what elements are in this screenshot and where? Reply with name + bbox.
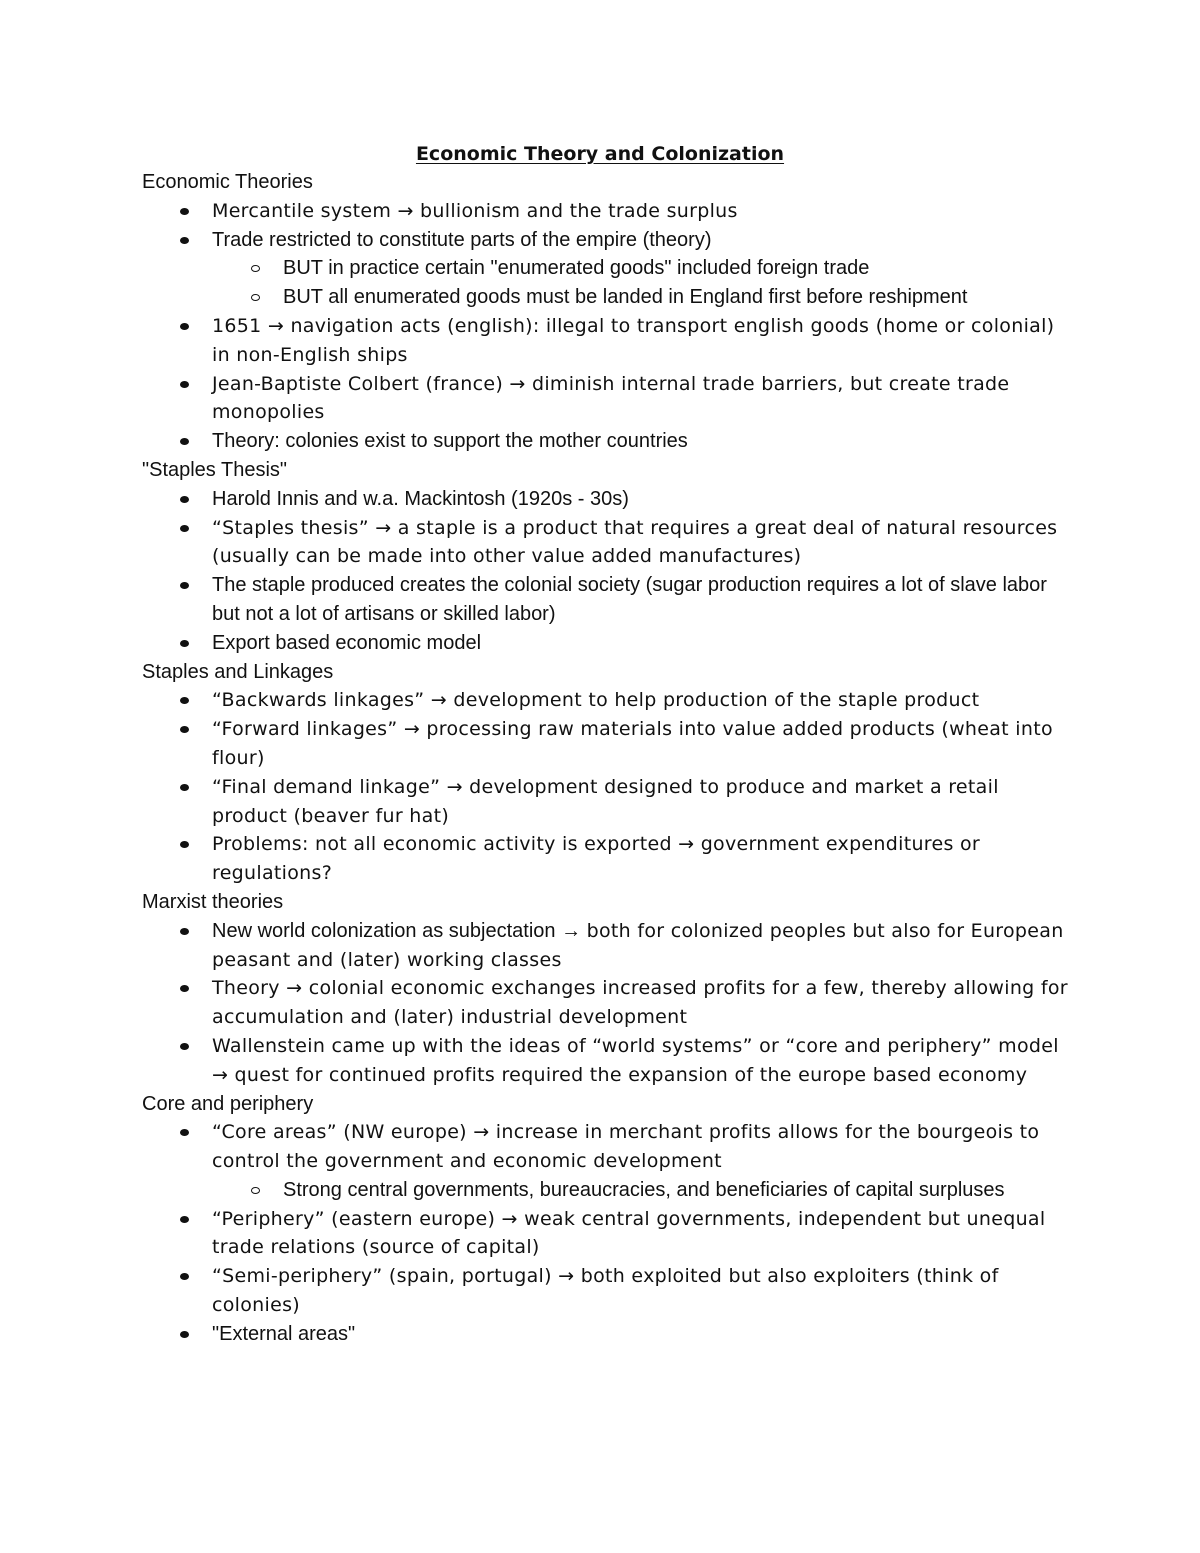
list-item: “Semi-periphery” (spain, portugal) → both exploited but also exploiters (think of colonies) bbox=[212, 1265, 999, 1317]
list-item: The staple produced creates the colonial society (sugar production requires a lot of slave labor but not a lot of artisans or skilled labor) bbox=[212, 574, 1047, 625]
list-item: Theory: colonies exist to support the mother countries bbox=[212, 430, 688, 453]
list-item: Mercantile system → bullionism and the trade surplus bbox=[212, 199, 738, 222]
core-periphery-list bbox=[142, 1118, 1072, 1348]
document-body bbox=[142, 168, 1072, 1349]
list-item: New world colonization as subjectation → both for colonized peoples but also for European peasant and (later) working classes bbox=[212, 919, 1064, 971]
list-item: Harold Innis and w.a. Mackintosh (1920s - 30s) bbox=[212, 487, 629, 510]
section-heading-staples-thesis: "Staples Thesis" bbox=[142, 458, 288, 481]
section-heading-staples-linkages: Staples and Linkages bbox=[142, 660, 334, 683]
list-item: “Forward linkages” → processing raw materials into value added products (wheat into flour) bbox=[212, 718, 1053, 769]
list-item: “Core areas” (NW europe) → increase in merchant profits allows for the bourgeois to control the government and economic development Strong central governments, bureaucracies, and beneficiaries of capital surpluses bbox=[142, 1118, 1072, 1204]
document-title: Economic Theory and Colonization bbox=[415, 143, 785, 165]
economic-theories-list bbox=[142, 197, 1072, 456]
sub-list bbox=[212, 254, 1072, 312]
list-item: Problems: not all economic activity is exported → government expenditures or regulations? bbox=[212, 833, 981, 885]
sub-list bbox=[212, 1176, 1072, 1205]
staples-thesis-list bbox=[142, 485, 1072, 658]
list-item: Trade restricted to constitute parts of the empire (theory) BUT in practice certain "enumerated goods" included foreign trade BUT all enumerated goods must be landed in England first before reshipment bbox=[142, 226, 1072, 312]
section-heading-marxist-theories: Marxist theories bbox=[142, 890, 284, 913]
list-item: Export based economic model bbox=[212, 631, 482, 654]
list-item: Wallenstein came up with the ideas of “world systems” or “core and periphery” model → quest for continued profits required the expansion of the europe based economy bbox=[212, 1034, 1059, 1086]
staples-linkages-list bbox=[142, 686, 1072, 888]
section-heading-core-periphery: Core and periphery bbox=[142, 1092, 314, 1115]
marxist-theories-list bbox=[142, 917, 1072, 1090]
sub-list-item: BUT all enumerated goods must be landed in England first before reshipment bbox=[283, 286, 968, 309]
list-item: “Final demand linkage” → development designed to produce and market a retail product (beaver fur hat) bbox=[212, 775, 999, 827]
list-item: Jean-Baptiste Colbert (france) → diminish internal trade barriers, but create trade monopolies bbox=[212, 372, 1010, 424]
list-item: “Periphery” (eastern europe) → weak central governments, independent but unequal trade relations (source of capital) bbox=[212, 1207, 1046, 1259]
sub-list-item: BUT in practice certain "enumerated goods" included foreign trade bbox=[283, 257, 870, 280]
sub-list-item: Strong central governments, bureaucracies, and beneficiaries of capital surpluses bbox=[283, 1178, 1005, 1201]
list-item: Theory → colonial economic exchanges increased profits for a few, thereby allowing for accumulation and (later) industrial development bbox=[212, 977, 1068, 1029]
list-item: “Staples thesis” → a staple is a product that requires a great deal of natural resources (usually can be made into other value added manufactures) bbox=[212, 516, 1058, 568]
list-item: "External areas" bbox=[212, 1322, 356, 1345]
list-item: “Backwards linkages” → development to help production of the staple product bbox=[212, 689, 980, 712]
list-item: 1651 → navigation acts (english): illegal to transport english goods (home or colonial) in non-English ships bbox=[212, 314, 1055, 366]
section-heading-economic-theories: Economic Theories bbox=[142, 171, 313, 193]
